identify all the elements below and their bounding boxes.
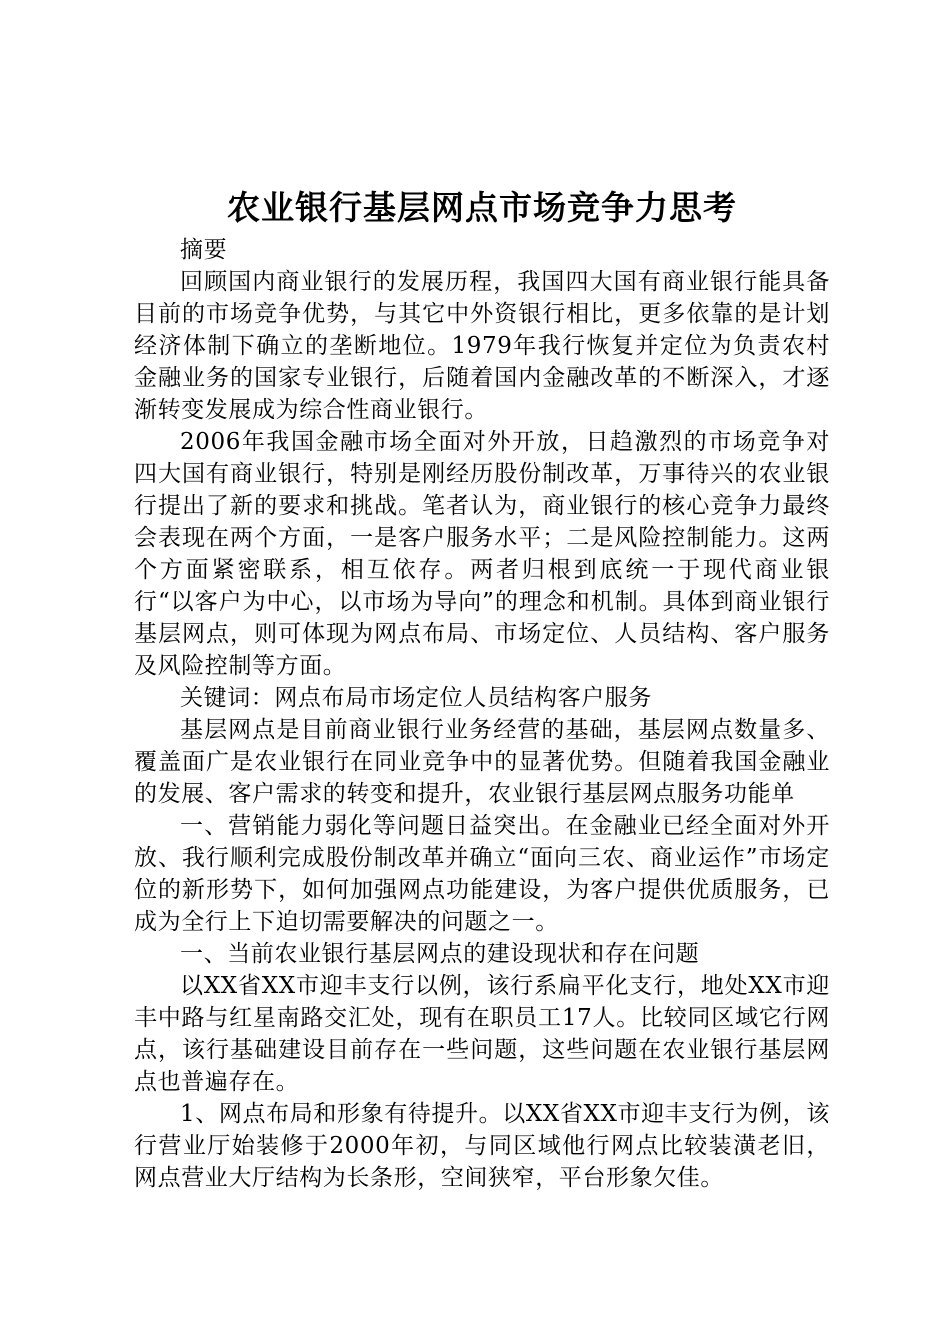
paragraph: 1、网点布局和形象有待提升。以XX省XX市迎丰支行为例，该行营业厅始装修于2000年初，与同区域他行网点比较装潢老旧，网点营业大厅结构为长条形，空间狭窄，平台形象欠佳。 [134, 1101, 830, 1191]
paragraph: 回顾国内商业银行的发展历程，我国四大国有商业银行能具备目前的市场竞争优势，与其它中外资银行相比，更多依靠的是计划经济体制下确立的垄断地位。1979年我行恢复并定位为负责农村金融业务的国家专业银行，后随着国内金融改革的不断深入，才逐渐转变发展成为综合性商业银行。 [134, 269, 830, 423]
paragraph: 以XX省XX市迎丰支行以例，该行系扁平化支行，地处XX市迎丰中路与红星南路交汇处，现有在职员工17人。比较同区域它行网点，该行基础建设目前存在一些问题，这些问题在农业银行基层网点也普遍存在。 [134, 973, 830, 1095]
keywords-line: 关键词：网点布局市场定位人员结构客户服务 [180, 685, 652, 711]
document-page [134, 186, 830, 1194]
section-heading: 一、当前农业银行基层网点的建设现状和存在问题 [180, 941, 700, 967]
paragraph: 一、营销能力弱化等问题日益突出。在金融业已经全面对外开放、我行顺利完成股份制改革并确立“面向三农、商业运作”市场定位的新形势下，如何加强网点功能建设，为客户提供优质服务，已成为全行上下迫切需要解决的问题之一。 [134, 813, 830, 935]
paragraph: 基层网点是目前商业银行业务经营的基础，基层网点数量多、覆盖面广是农业银行在同业竞争中的显著优势。但随着我国金融业的发展、客户需求的转变和提升，农业银行基层网点服务功能单 [134, 717, 830, 807]
paragraph: 2006年我国金融市场全面对外开放，日趋激烈的市场竞争对四大国有商业银行，特别是刚经历股份制改革，万事待兴的农业银行提出了新的要求和挑战。笔者认为，商业银行的核心竞争力最终会表现在两个方面，一是客户服务水平；二是风险控制能力。这两个方面紧密联系，相互依存。两者归根到底统一于现代商业银行“以客户为中心，以市场为导向”的理念和机制。具体到商业银行基层网点，则可体现为网点布局、市场定位、人员结构、客户服务及风险控制等方面。 [134, 429, 830, 679]
document-title: 农业银行基层网点市场竞争力思考 [227, 188, 737, 227]
abstract-heading: 摘要 [180, 237, 228, 263]
